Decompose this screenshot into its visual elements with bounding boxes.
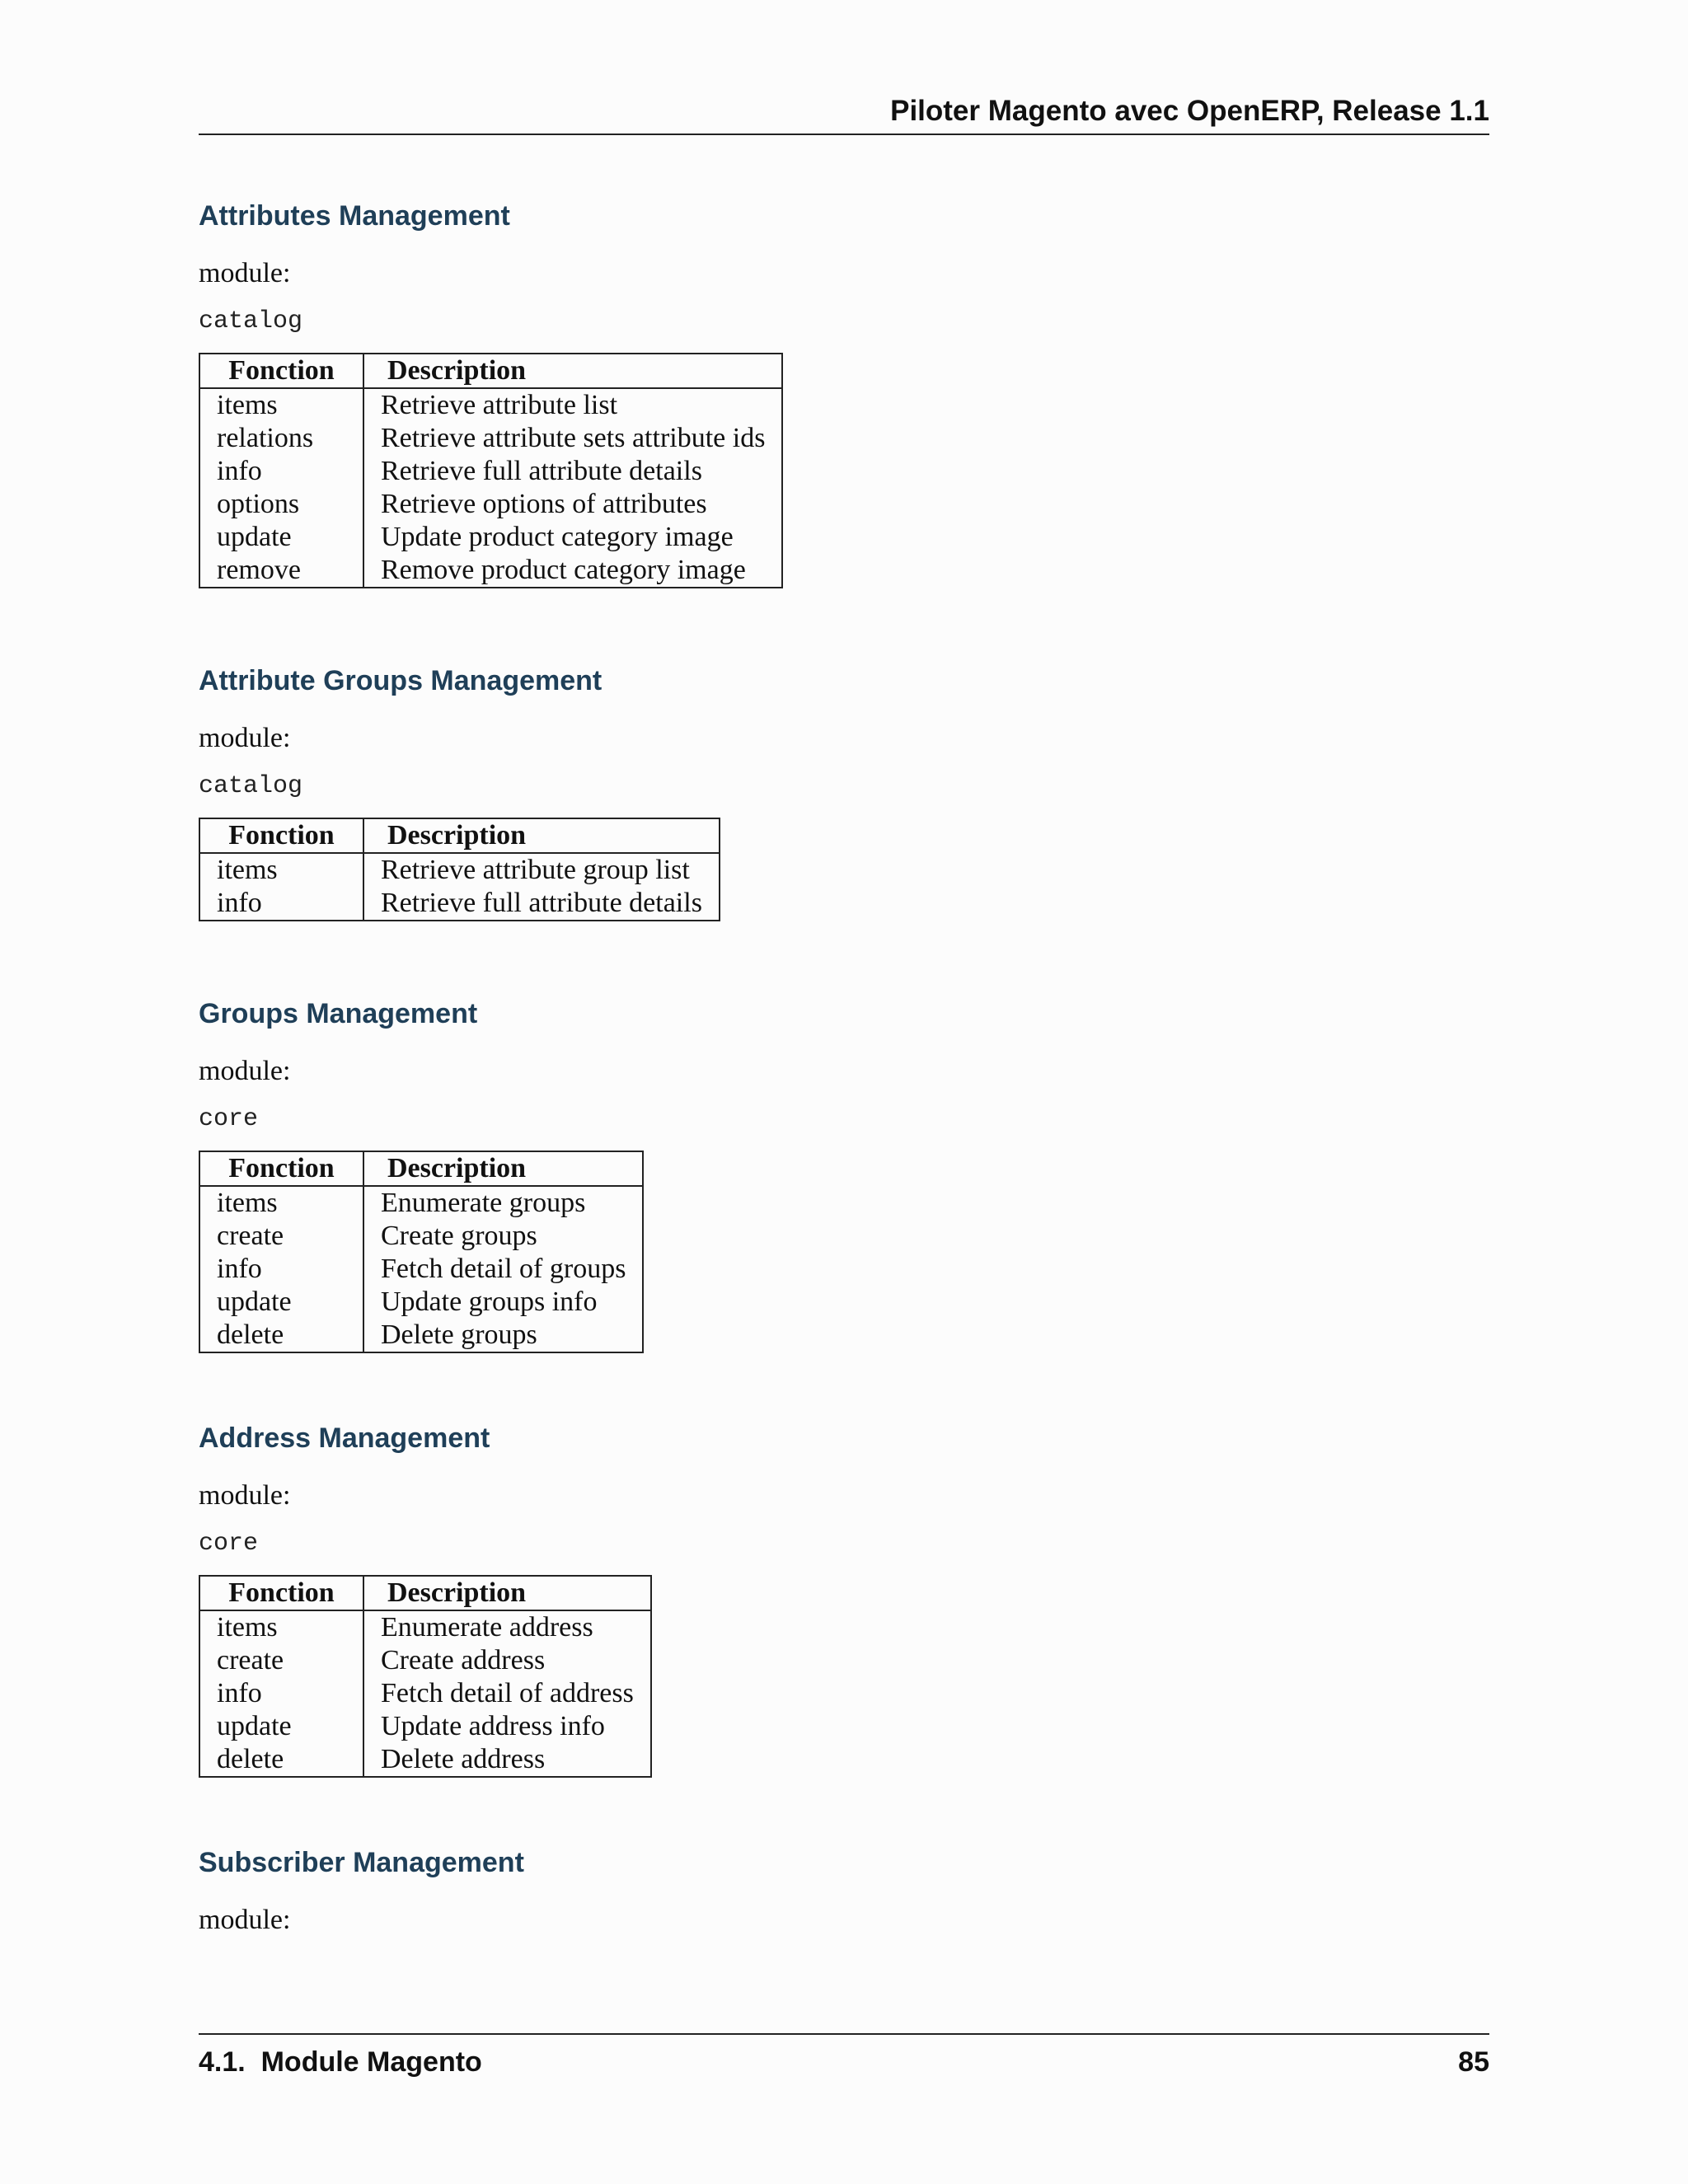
description-cell: Create groups — [381, 1221, 537, 1251]
function-cell: items — [199, 1610, 363, 1644]
function-cell: info — [199, 887, 363, 921]
function-cell: update — [199, 521, 363, 554]
function-table — [199, 1575, 652, 1778]
function-table — [199, 353, 783, 588]
function-cell: info — [199, 455, 363, 488]
function-cell: create — [199, 1220, 363, 1253]
function-cell: update — [199, 1710, 363, 1743]
description-cell: Enumerate groups — [381, 1188, 586, 1218]
description-cell: Retrieve attribute list — [381, 390, 618, 420]
function-cell: info — [199, 1253, 363, 1286]
table-row — [199, 1220, 643, 1253]
page-header: Piloter Magento avec OpenERP, Release 1.1 — [199, 92, 1489, 135]
column-header-description: Description — [363, 818, 720, 853]
page-footer — [199, 2033, 1489, 2081]
description-cell: Delete groups — [381, 1319, 537, 1350]
module-value: core — [199, 1105, 259, 1133]
section-title: Subscriber Management — [199, 1847, 524, 1878]
column-header-description: Description — [363, 354, 782, 388]
function-cell: items — [199, 388, 363, 422]
column-header-function: Fonction — [199, 818, 363, 853]
page-number: 85 — [1458, 2046, 1489, 2078]
module-label: module: — [199, 1905, 291, 1935]
table-row — [199, 1610, 651, 1644]
module-label: module: — [199, 1480, 291, 1511]
function-table — [199, 818, 720, 921]
function-cell: remove — [199, 554, 363, 588]
column-header-function: Fonction — [199, 354, 363, 388]
description-cell: Update address info — [381, 1711, 605, 1741]
function-cell: options — [199, 488, 363, 521]
module-value: catalog — [199, 772, 303, 800]
module-label: module: — [199, 723, 291, 753]
description-cell: Retrieve options of attributes — [381, 489, 707, 519]
section-groups-management — [199, 993, 644, 1353]
function-table — [199, 1151, 644, 1353]
column-header-function: Fonction — [199, 1151, 363, 1186]
section-title: Address Management — [199, 1422, 490, 1454]
table-row — [199, 388, 782, 422]
description-cell: Retrieve full attribute details — [381, 888, 702, 918]
description-cell: Retrieve attribute group list — [381, 855, 690, 885]
table-row — [199, 422, 782, 455]
function-cell: create — [199, 1644, 363, 1677]
table-row — [199, 1319, 643, 1352]
function-cell: delete — [199, 1743, 363, 1777]
table-row — [199, 455, 782, 488]
module-label: module: — [199, 258, 291, 288]
description-cell: Update groups info — [381, 1286, 598, 1317]
table-row — [199, 1253, 643, 1286]
table-row — [199, 1677, 651, 1710]
function-cell: update — [199, 1286, 363, 1319]
section-attributes-management — [199, 195, 783, 588]
description-cell: Fetch detail of address — [381, 1678, 634, 1708]
description-cell: Fetch detail of groups — [381, 1254, 626, 1284]
table-header-row — [199, 818, 720, 853]
footer-section-title: 4.1. Module Magento — [199, 2046, 482, 2078]
function-cell: info — [199, 1677, 363, 1710]
table-header-row — [199, 1576, 651, 1610]
function-cell: items — [199, 1186, 363, 1220]
description-cell: Create address — [381, 1645, 546, 1675]
section-title: Groups Management — [199, 998, 478, 1029]
table-row — [199, 1286, 643, 1319]
description-cell: Enumerate address — [381, 1612, 593, 1643]
section-attribute-groups-management — [199, 660, 720, 921]
description-cell: Remove product category image — [381, 555, 746, 585]
description-cell: Update product category image — [381, 522, 734, 552]
section-address-management — [199, 1418, 652, 1778]
table-row — [199, 1644, 651, 1677]
module-value: core — [199, 1530, 259, 1558]
column-header-description: Description — [363, 1151, 643, 1186]
table-header-row — [199, 354, 782, 388]
column-header-description: Description — [363, 1576, 651, 1610]
table-row — [199, 887, 720, 921]
table-row — [199, 1186, 643, 1220]
table-row — [199, 521, 782, 554]
section-title: Attribute Groups Management — [199, 665, 603, 696]
table-header-row — [199, 1151, 643, 1186]
section-subscriber-management — [199, 1842, 524, 1937]
description-cell: Retrieve full attribute details — [381, 456, 702, 486]
table-row — [199, 853, 720, 887]
function-cell: items — [199, 853, 363, 887]
column-header-function: Fonction — [199, 1576, 363, 1610]
function-cell: delete — [199, 1319, 363, 1352]
description-cell: Delete address — [381, 1744, 546, 1774]
description-cell: Retrieve attribute sets attribute ids — [381, 423, 766, 453]
function-cell: relations — [199, 422, 363, 455]
section-title: Attributes Management — [199, 200, 510, 232]
table-row — [199, 554, 782, 588]
table-row — [199, 1710, 651, 1743]
module-value: catalog — [199, 307, 303, 335]
table-row — [199, 488, 782, 521]
table-row — [199, 1743, 651, 1777]
module-label: module: — [199, 1056, 291, 1086]
